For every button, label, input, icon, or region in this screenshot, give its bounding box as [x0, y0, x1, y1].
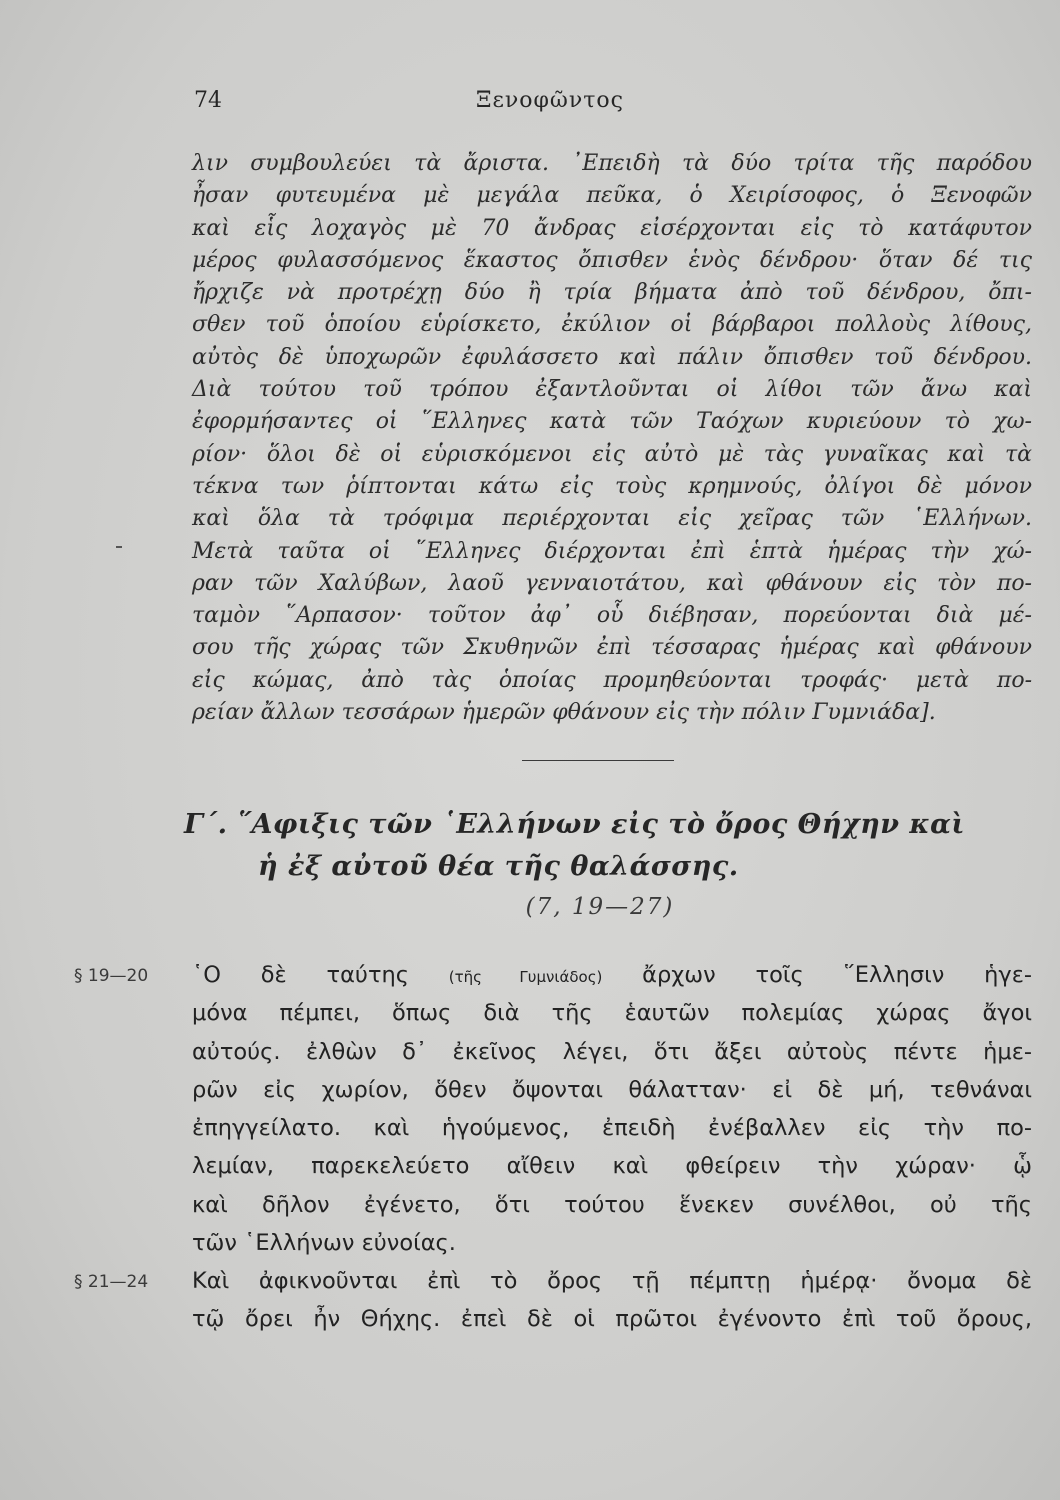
section-reference: (7, 19—27)	[525, 894, 675, 920]
section-title-line-2: ἡ ἐξ αὐτοῦ θέα τῆς θαλάσσης.	[258, 851, 739, 882]
paragraph-line: τῶν ῾Ελλήνων εὐνοίας.	[192, 1230, 456, 1257]
text-fragment: ῾Ο δὲ ταύτης	[192, 962, 449, 988]
summary-line: ρίον· ὅλοι δὲ οἱ εὑρισκόμενοι εἰς αὐτὸ μὲ τὰς γυναῖκας καὶ τὰ	[192, 441, 1032, 467]
paragraph-line: αὐτούς. ἐλθὼν δ᾿ ἐκεῖνος λέγει, ὅτι ἄξει αὐτοὺς πέντε ἡμε-	[192, 1038, 1032, 1065]
section-heading	[184, 804, 1044, 888]
margin-reference: § 19—20	[74, 966, 149, 986]
paragraph-line: ἐπηγγείλατο. καὶ ἡγούμενος, ἐπειδὴ ἐνέβαλλεν εἰς τὴν πο-	[192, 1115, 1032, 1142]
page-number: 74	[194, 88, 222, 113]
paragraph-line	[192, 956, 1032, 994]
summary-line: ἐφορμήσαντες οἱ ῞Ελληνες κατὰ τῶν Ταόχων κυριεύουν τὸ χω-	[192, 409, 1032, 435]
summary-line: ἦσαν φυτευμένα μὲ μεγάλα πεῦκα, ὁ Χειρίσοφος, ὁ Ξενοφῶν	[192, 183, 1032, 209]
summary-line: μέρος φυλασσόμενος ἕκαστος ὄπισθεν ἑνὸς δένδρου· ὅταν δέ τις	[192, 247, 1032, 273]
summary-line: Διὰ τούτου τοῦ τρόπου ἐξαντλοῦνται οἱ λίθοι τῶν ἄνω καὶ	[192, 377, 1032, 403]
summary-line: σθεν τοῦ ὁποίου εὑρίσκετο, ἐκύλιον οἱ βάρβαροι πολλοὺς λίθους,	[192, 312, 1032, 338]
running-head: Ξενοφῶντος	[476, 88, 624, 113]
text-fragment: ἄρχων τοῖς ῞Ελλησιν ἡγε-	[602, 962, 1032, 988]
summary-line: σου τῆς χώρας τῶν Σκυθηνῶν ἐπὶ τέσσαρας ἡμέρας καὶ φθάνουν	[192, 635, 1032, 661]
section-title-line-1: Γ΄. ῞Αφιξις τῶν ῾Ελλήνων εἰς τὸ ὄρος Θήχην καὶ	[184, 809, 965, 840]
summary-line: καὶ ὅλα τὰ τρόφιμα περιέρχονται εἰς χεῖρας τῶν ῾Ελλήνων.	[192, 506, 1032, 532]
summary-line: εἰς κώμας, ἀπὸ τὰς ὁποίας προμηθεύονται τροφάς· μετὰ πο-	[192, 667, 1032, 693]
modern-greek-summary	[192, 148, 1032, 729]
summary-line: Μετὰ ταῦτα οἱ ῞Ελληνες διέρχονται ἐπὶ ἑπτὰ ἡμέρας τὴν χώ-	[192, 538, 1032, 564]
summary-line: ἤρχιζε νὰ προτρέχῃ δύο ἢ τρία βήματα ἀπὸ τοῦ δένδρου, ὄπι-	[192, 280, 1032, 306]
margin-mark	[116, 546, 122, 548]
summary-line: τέκνα των ῥίπτονται κάτω εἰς τοὺς κρημνούς, ὀλίγοι δὲ μόνον	[192, 473, 1032, 499]
paragraph-line: καὶ δῆλον ἐγένετο, ὅτι τούτου ἕνεκεν συνέλθοι, οὐ τῆς	[192, 1191, 1032, 1218]
summary-line: ρείαν ἄλλων τεσσάρων ἡμερῶν φθάνουν εἰς τὴν πόλιν Γυμνιάδα].	[192, 700, 936, 726]
paragraph-line: λεμίαν, παρεκελεύετο αἴθειν καὶ φθείρειν τὴν χώραν· ᾧ	[192, 1153, 1032, 1180]
section-divider	[522, 760, 674, 761]
page-header	[0, 88, 1060, 128]
summary-line: ραν τῶν Χαλύβων, λαοῦ γενναιοτάτου, καὶ φθάνουν εἰς τὸν πο-	[192, 570, 1032, 596]
paragraph-line: ρῶν εἰς χωρίον, ὅθεν ὄψονται θάλατταν· εἰ δὲ μή, τεθνάναι	[192, 1076, 1032, 1103]
summary-line: ταμὸν ῞Αρπασον· τοῦτον ἀφ᾿ οὗ διέβησαν, πορεύονται διὰ μέ-	[192, 603, 1032, 629]
ancient-greek-paragraph	[192, 1262, 1032, 1339]
margin-reference: § 21—24	[74, 1272, 149, 1292]
paragraph-line: τῷ ὄρει ἦν Θήχης. ἐπεὶ δὲ οἱ πρῶτοι ἐγένοντο ἐπὶ τοῦ ὄρους,	[192, 1306, 1032, 1333]
parenthetical-note: (τῆς Γυμνιάδος)	[448, 968, 603, 986]
summary-line: αὐτὸς δὲ ὑποχωρῶν ἐφυλάσσετο καὶ πάλιν ὄπισθεν τοῦ δένδρου.	[192, 344, 1032, 370]
ancient-greek-paragraph	[192, 956, 1032, 1262]
summary-line: καὶ εἷς λοχαγὸς μὲ 70 ἄνδρας εἰσέρχονται εἰς τὸ κατάφυτον	[192, 215, 1032, 241]
summary-line: λιν συμβουλεύει τὰ ἄριστα. ᾿Επειδὴ τὰ δύο τρίτα τῆς παρόδου	[192, 151, 1032, 176]
paragraph-line: Καὶ ἀφικνοῦνται ἐπὶ τὸ ὄρος τῇ πέμπτῃ ἡμέρᾳ· ὄνομα δὲ	[192, 1268, 1032, 1294]
paragraph-line: μόνα πέμπει, ὅπως διὰ τῆς ἑαυτῶν πολεμίας χώρας ἄγοι	[192, 1000, 1032, 1027]
